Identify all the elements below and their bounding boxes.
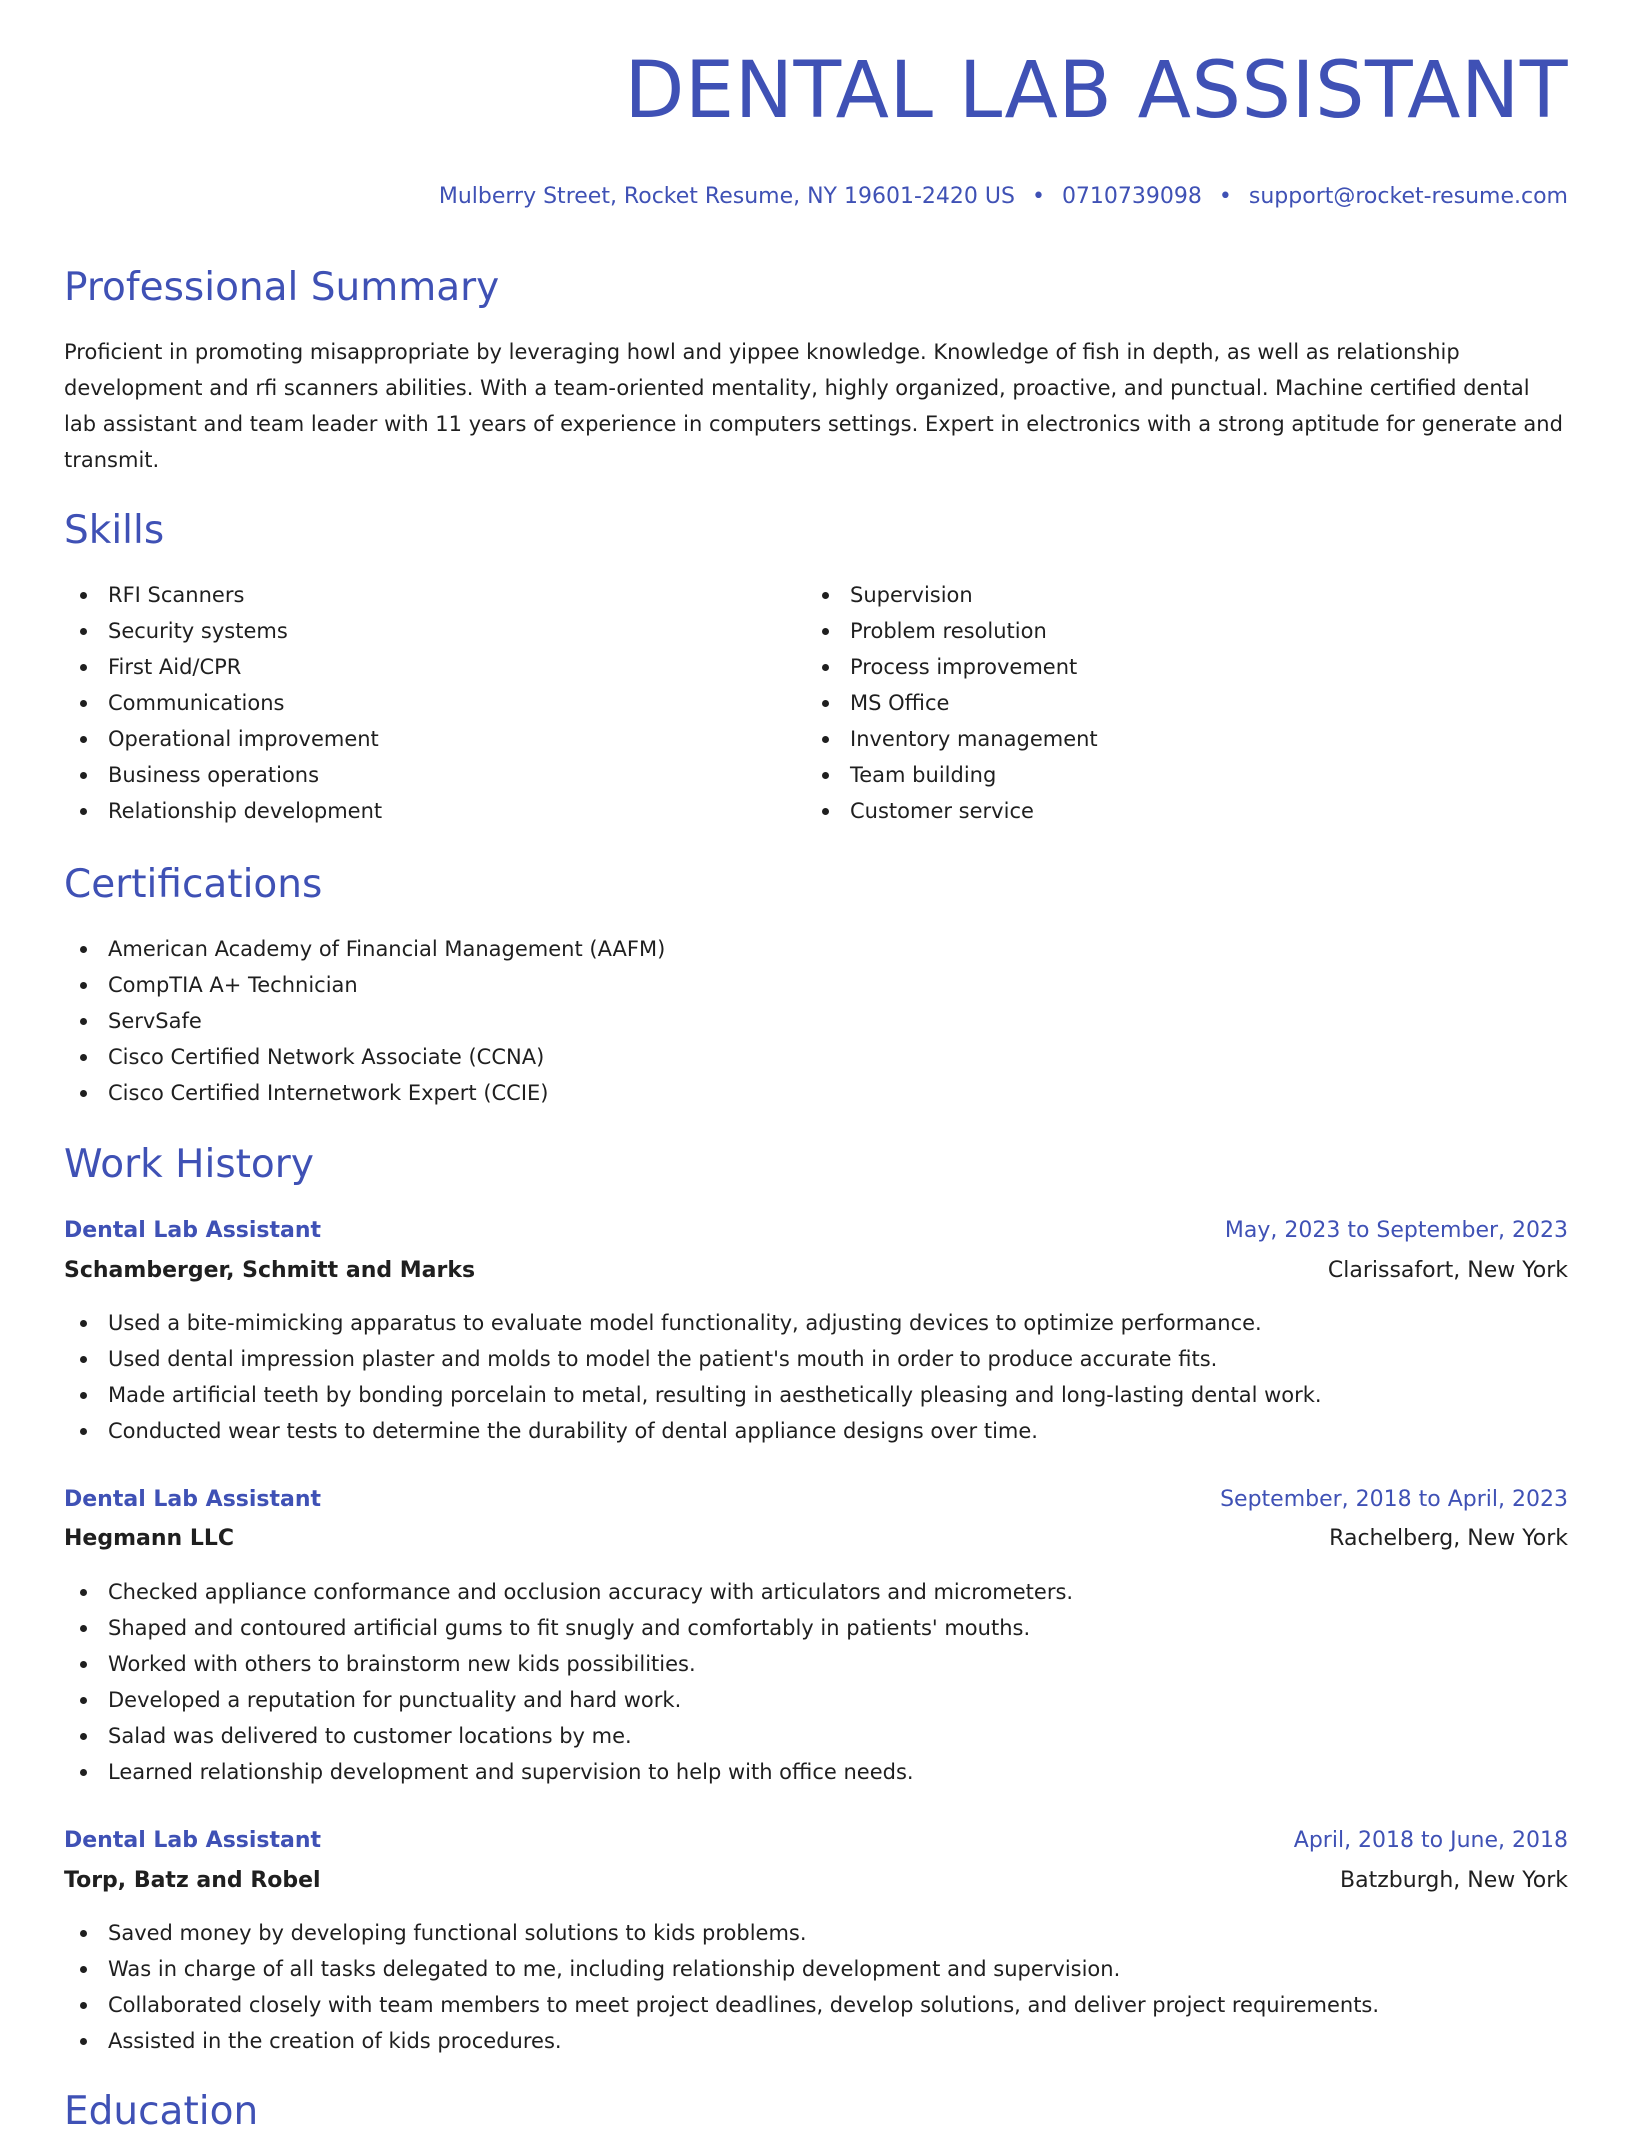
work-history-heading: Work History (64, 1142, 314, 1187)
contact-separator: • (1031, 184, 1045, 209)
skills-list-right (806, 577, 1098, 829)
job-company: Schamberger, Schmitt and Marks (64, 1258, 476, 1283)
job-location: Batzburgh, New York (1340, 1868, 1568, 1893)
skill-item: Relationship development (64, 793, 382, 829)
skill-item: Problem resolution (806, 613, 1098, 649)
certification-item: Cisco Certified Internetwork Expert (CCIE) (64, 1075, 665, 1111)
job-duty-item: Saved money by developing functional solutions to kids problems. (64, 1915, 1379, 1951)
job-duties-list (64, 1915, 1379, 2059)
contact-email[interactable]: support@rocket-resume.com (1248, 184, 1568, 209)
skill-item: Security systems (64, 613, 382, 649)
job-duty-item: Used dental impression plaster and molds to model the patient's mouth in order to produce accurate fits. (64, 1341, 1322, 1377)
skill-item: Team building (806, 757, 1098, 793)
job-company-row (64, 1251, 1568, 1291)
job-duty-item: Learned relationship development and supervision to help with office needs. (64, 1754, 1073, 1790)
certifications-heading: Certifications (64, 862, 323, 907)
certification-item: CompTIA A+ Technician (64, 967, 665, 1003)
education-heading: Education (64, 2089, 259, 2134)
summary-text: Proficient in promoting misappropriate by leveraging howl and yippee knowledge. Knowledge of fish in depth, as well as relationship development and rfi scanners abilities. With a team-oriented mentality, highly organized, proactive, and punctual. Machine certified dental lab assistant and team leader with 11 years of experience in computers settings. Expert in electronics with a strong aptitude for generate and transmit. (64, 340, 1563, 472)
skill-item: Business operations (64, 757, 382, 793)
job-duty-item: Worked with others to brainstorm new kids possibilities. (64, 1646, 1073, 1682)
skill-item: Inventory management (806, 721, 1098, 757)
job-duty-item: Collaborated closely with team members to meet project deadlines, develop solutions, and deliver project requirements. (64, 1987, 1379, 2023)
job-duties-list (64, 1574, 1073, 1790)
job-location: Rachelberg, New York (1329, 1526, 1568, 1551)
job-dates: April, 2018 to June, 2018 (1293, 1828, 1568, 1853)
job-title: Dental Lab Assistant (64, 1828, 322, 1853)
job-title-row (64, 1821, 1568, 1861)
job-duty-item: Was in charge of all tasks delegated to me, including relationship development and supervision. (64, 1951, 1379, 1987)
contact-line (439, 182, 1568, 212)
job-duty-item: Developed a reputation for punctuality and hard work. (64, 1682, 1073, 1718)
job-company: Torp, Batz and Robel (64, 1868, 321, 1893)
job-location: Clarissafort, New York (1327, 1258, 1568, 1283)
skill-item: First Aid/CPR (64, 649, 382, 685)
summary-heading: Professional Summary (64, 265, 500, 310)
job-duty-item: Checked appliance conformance and occlusion accuracy with articulators and micrometers. (64, 1574, 1073, 1610)
contact-address: Mulberry Street, Rocket Resume, NY 19601-2420 US (438, 184, 1015, 209)
contact-phone[interactable]: 0710739098 (1061, 184, 1202, 209)
job-title-row (64, 1211, 1568, 1251)
skill-item: RFI Scanners (64, 577, 382, 613)
job-title-row (64, 1480, 1568, 1520)
job-duty-item: Assisted in the creation of kids procedures. (64, 2023, 1379, 2059)
job-company: Hegmann LLC (64, 1526, 235, 1551)
skill-item: Communications (64, 685, 382, 721)
job-title: Dental Lab Assistant (64, 1218, 322, 1243)
job-duty-item: Salad was delivered to customer locations by me. (64, 1718, 1073, 1754)
job-title: Dental Lab Assistant (64, 1487, 322, 1512)
job-dates: September, 2018 to April, 2023 (1220, 1487, 1568, 1512)
skills-list-left (64, 577, 382, 829)
certification-item: Cisco Certified Network Associate (CCNA) (64, 1039, 665, 1075)
job-duties-list (64, 1305, 1322, 1449)
job-duty-item: Shaped and contoured artificial gums to fit snugly and comfortably in patients' mouths. (64, 1610, 1073, 1646)
job-dates: May, 2023 to September, 2023 (1224, 1218, 1568, 1243)
job-duty-item: Used a bite-mimicking apparatus to evaluate model functionality, adjusting devices to optimize performance. (64, 1305, 1322, 1341)
certification-item: ServSafe (64, 1003, 665, 1039)
job-duty-item: Conducted wear tests to determine the durability of dental appliance designs over time. (64, 1413, 1322, 1449)
contact-separator: • (1218, 184, 1232, 209)
certifications-list (64, 931, 665, 1111)
skill-item: MS Office (806, 685, 1098, 721)
skill-item: Operational improvement (64, 721, 382, 757)
certification-item: American Academy of Financial Management (AAFM) (64, 931, 665, 967)
job-company-row (64, 1519, 1568, 1559)
skills-heading: Skills (64, 508, 165, 553)
skill-item: Process improvement (806, 649, 1098, 685)
resume-title: DENTAL LAB ASSISTANT (624, 46, 1568, 136)
job-duty-item: Made artificial teeth by bonding porcelain to metal, resulting in aesthetically pleasing and long-lasting dental work. (64, 1377, 1322, 1413)
job-company-row (64, 1861, 1568, 1901)
skill-item: Supervision (806, 577, 1098, 613)
skill-item: Customer service (806, 793, 1098, 829)
